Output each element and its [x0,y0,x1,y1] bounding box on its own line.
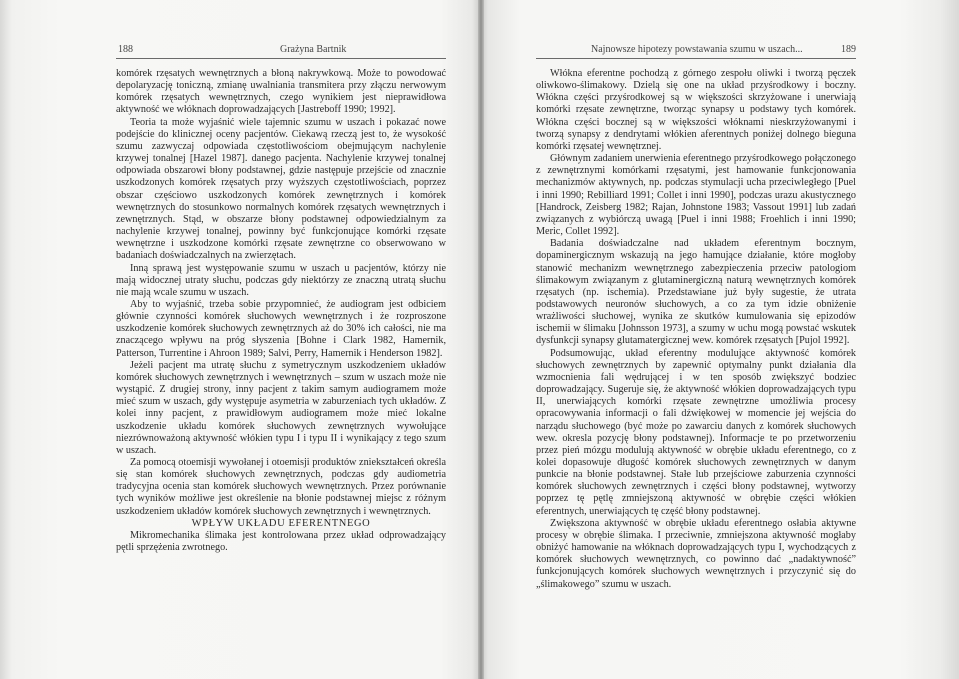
right-paragraph-1: Włókna eferentne pochodzą z górnego zespołu oliwki i tworzą pęczek oliwkowo-ślimakowy. Dzielą się one na układ przyśrodkowy i boczny. Włókna części przyśrodkowej są w większości skrzyżowane i unerwiają komórki rzęsate zewnętrzne, tworząc synapsy u podstawy tych komórek. Włókna części bocznej są w większości włóknami nieskrzyżowanymi i tworzą synapsy z dendrytami włókien aferentnych poniżej dolnego bieguna komórki rzęsatej wewnętrznej. [536,68,856,152]
left-paragraph-2: Teoria ta może wyjaśnić wiele tajemnic szumu w uszach i pokazać nowe podejście do klinicznej oceny pacjentów. Ciekawą rzeczą jest to, że wysokość szumu zazwyczaj odpowiada częstotliwościom obejmującym nachylenie krzywej tonalnej [Hazel 1987]. danego pacjenta. Nachylenie krzywej tonalnej odpowiada obszarowi błony podstawnej, gdzie następuje przejście od znacznie uszkodzonych komórek rzęsatych przy wyższych częstotliwościach, poprzez obszar częściowo uszkodzonych komórek zewnętrznych i komórek wewnętrznych do stosunkowo normalnych komórek rzęsatych wewnętrznych i zewnętrznych. Stąd, w obszarze błony podstawnej odpowiedzialnym za nachylenie krzywej tonalnej, powinny być funkcjonujące komórki rzęsate wewnętrzne i uszkodzone komórki rzęsate zewnętrzne co obserwowano w badaniach doświadczalnych na zwierzętach. [116,116,446,262]
right-header-rule [536,58,856,59]
left-header-rule [116,58,446,59]
left-paragraph-3: Inną sprawą jest występowanie szumu w uszach u pacjentów, którzy nie mają widocznej utraty słuchu, podczas gdy niektórzy ze znaczną utratą słuchu nie mają wcale szumu w uszach. [116,262,446,298]
section-heading: WPŁYW UKŁADU EFERENTNEGO [191,517,371,529]
right-running-head: Najnowsze hipotezy powstawania szumu w uszach... [591,44,803,55]
left-text-column [116,68,446,554]
right-paragraph-4: Podsumowując, układ eferentny modulujące aktywność komórek słuchowych zewnętrznych by zapewnić optymalny punkt działania dla wzmocnienia fali wędrującej i w ten sposób zwiększyć bodziec doprowadzający. Sugeruje się, że aktywność włókien doprowadzających typu II, unerwiających komórki rzęsate zewnętrzne umożliwia procesy opracowywania informacji o fali dźwiękowej w momencie jej wejścia do narządu słuchowego (być może po zawarciu danych z komórek słuchowych wew. okresla pozycję błony podstawnej). Informacje te po przetworzeniu przez pień mózgu modulują aktywność w obrębie układu eferentnego, co z kolei dopasowuje długość komórek słuchowych zewnętrznych w danym punkcie na błonie podstawnej. Stałe lub przejściowe zaburzenia czynności komórek słuchowych zewnętrznych i części błony podstawnej, wytworzy poprzez tę pętlę zmniejszoną aktywność w obrębie części włókien eferentnych, unerwiających tę część błony podstawnej. [536,347,856,517]
right-paragraph-3: Badania doświadczalne nad układem eferentnym bocznym, dopaminergicznym wskazują na jego hamujące działanie, które mogłoby stanowić mechanizm wewnętrznego zabezpieczenia przeciw patologiom ślimakowym związanym z glutaminergiczną naturą wewnętrznych komórek rzęsatych (np. ischemia). Przedstawiane już były sugestie, że utrata podstawowych neuronów słuchowych, a co za tym idzie obniżenie wrażliwości słuchowej, wynika ze skutków kumulowania się epizodów ischemii w ślimaku [Johnsson 1973], a szumy w uchu mogą powstać wskutek dysfunkcji synapsy glutamatergicznej wew. komórek rzęsatych [Pujol 1992]. [536,238,856,347]
left-paragraph-4: Aby to wyjaśnić, trzeba sobie przypomnieć, że audiogram jest odbiciem głównie czynności komórek słuchowych wewnętrznych i że rozproszone uszkodzenie komórek słuchowych zewnętrznych aż do 30% ich całości, nie ma znaczącego wpływu na próg słyszenia [Bohne i Clark 1982, Hamernik, Patterson, Turrentine i Ahroon 1989; Salvi, Perry, Hamernik i Henderson 1982]. [116,298,446,359]
left-paragraph-1: komórek rzęsatych wewnętrznych a błoną nakrywkową. Może to powodować depolaryzację toniczną, zmianę uwalniania transmitera przy złączu nerwowym komórek rzęsatych wewnętrznych, czego wynikiem jest nieprawidłowa aktywność we włóknach doprowadzających [Jastreboff 1990; 1992]. [116,68,446,116]
left-page-number: 188 [118,44,133,55]
right-page [482,0,959,679]
left-paragraph-after-heading: Mikromechanika ślimaka jest kontrolowana przez układ odprowadzający pętli sprzężenia zwrotnego. [116,529,446,554]
left-running-head: Grażyna Bartnik [280,44,347,55]
right-paragraph-2: Głównym zadaniem unerwienia eferentnego przyśrodkowego połączonego z zewnętrznymi komórkami rzęsatymi, jest hamowanie funkcjonowania mechanizmów aktywnych, np. podczas stymulacji ucha przeciwległego [Puel i inni 1990; Rebilliard 1991; Collet i inni 1990], podczas urazu akustycznego [Handrock, Zeisberg 1982; Rajan, Johnstone 1983; Vassout 1991] lub zadań związanych z wybiórczą uwagą [Puel i inni 1988; Froehlich i inni 1990; Meric, Collet 1992]. [536,153,856,238]
left-paragraph-6: Za pomocą otoemisji wywołanej i otoemisji produktów zniekształceń określa się stan komórek słuchowych zewnętrznych, podczas gdy audiometria tradycyjna ocenia stan komórek słuchowych wewnętrznych. Przez porównanie tych wyników możliwe jest określenie na błonie podstawnej miejsc z różnym uszkodzeniem układów komórek słuchowych zewnętrznych i wewnętrznych. [116,457,446,517]
right-page-number: 189 [841,44,856,55]
left-paragraph-5: Jeżeli pacjent ma utratę słuchu z symetrycznym uszkodzeniem układów komórek słuchowych zewnętrznych i wewnętrznych – szum w uszach może nie wystąpić. Z drugiej strony, inny pacjent z takim samym audiogramem może mieć szum w uszach, gdy występuje asymetria w zaburzeniach tych układów. Z kolei inny pacjent, z prawidłowym audiogramem może mieć lokalne uszkodzenie układu komórek słuchowych zewnętrznych wywołujące niezrównoważoną aktywność włókien typu I i typu II i wynikający z tego szum w uszach. [116,359,446,456]
right-text-column [536,68,856,591]
right-paragraph-5: Zwiększona aktywność w obrębie układu eferentnego osłabia aktywne procesy w obrębie ślimaka. I przeciwnie, zmniejszona aktywność mogłaby obniżyć hamowanie na włóknach doprowadzających typu I, wychodzących z komórek słuchowych wewnętrznych, co powinno dać „nadaktywność” funkcjonujących komórek słuchowych wewnętrznych i przyczynić się do „ślimakowego” szumu w uszach. [536,517,856,590]
